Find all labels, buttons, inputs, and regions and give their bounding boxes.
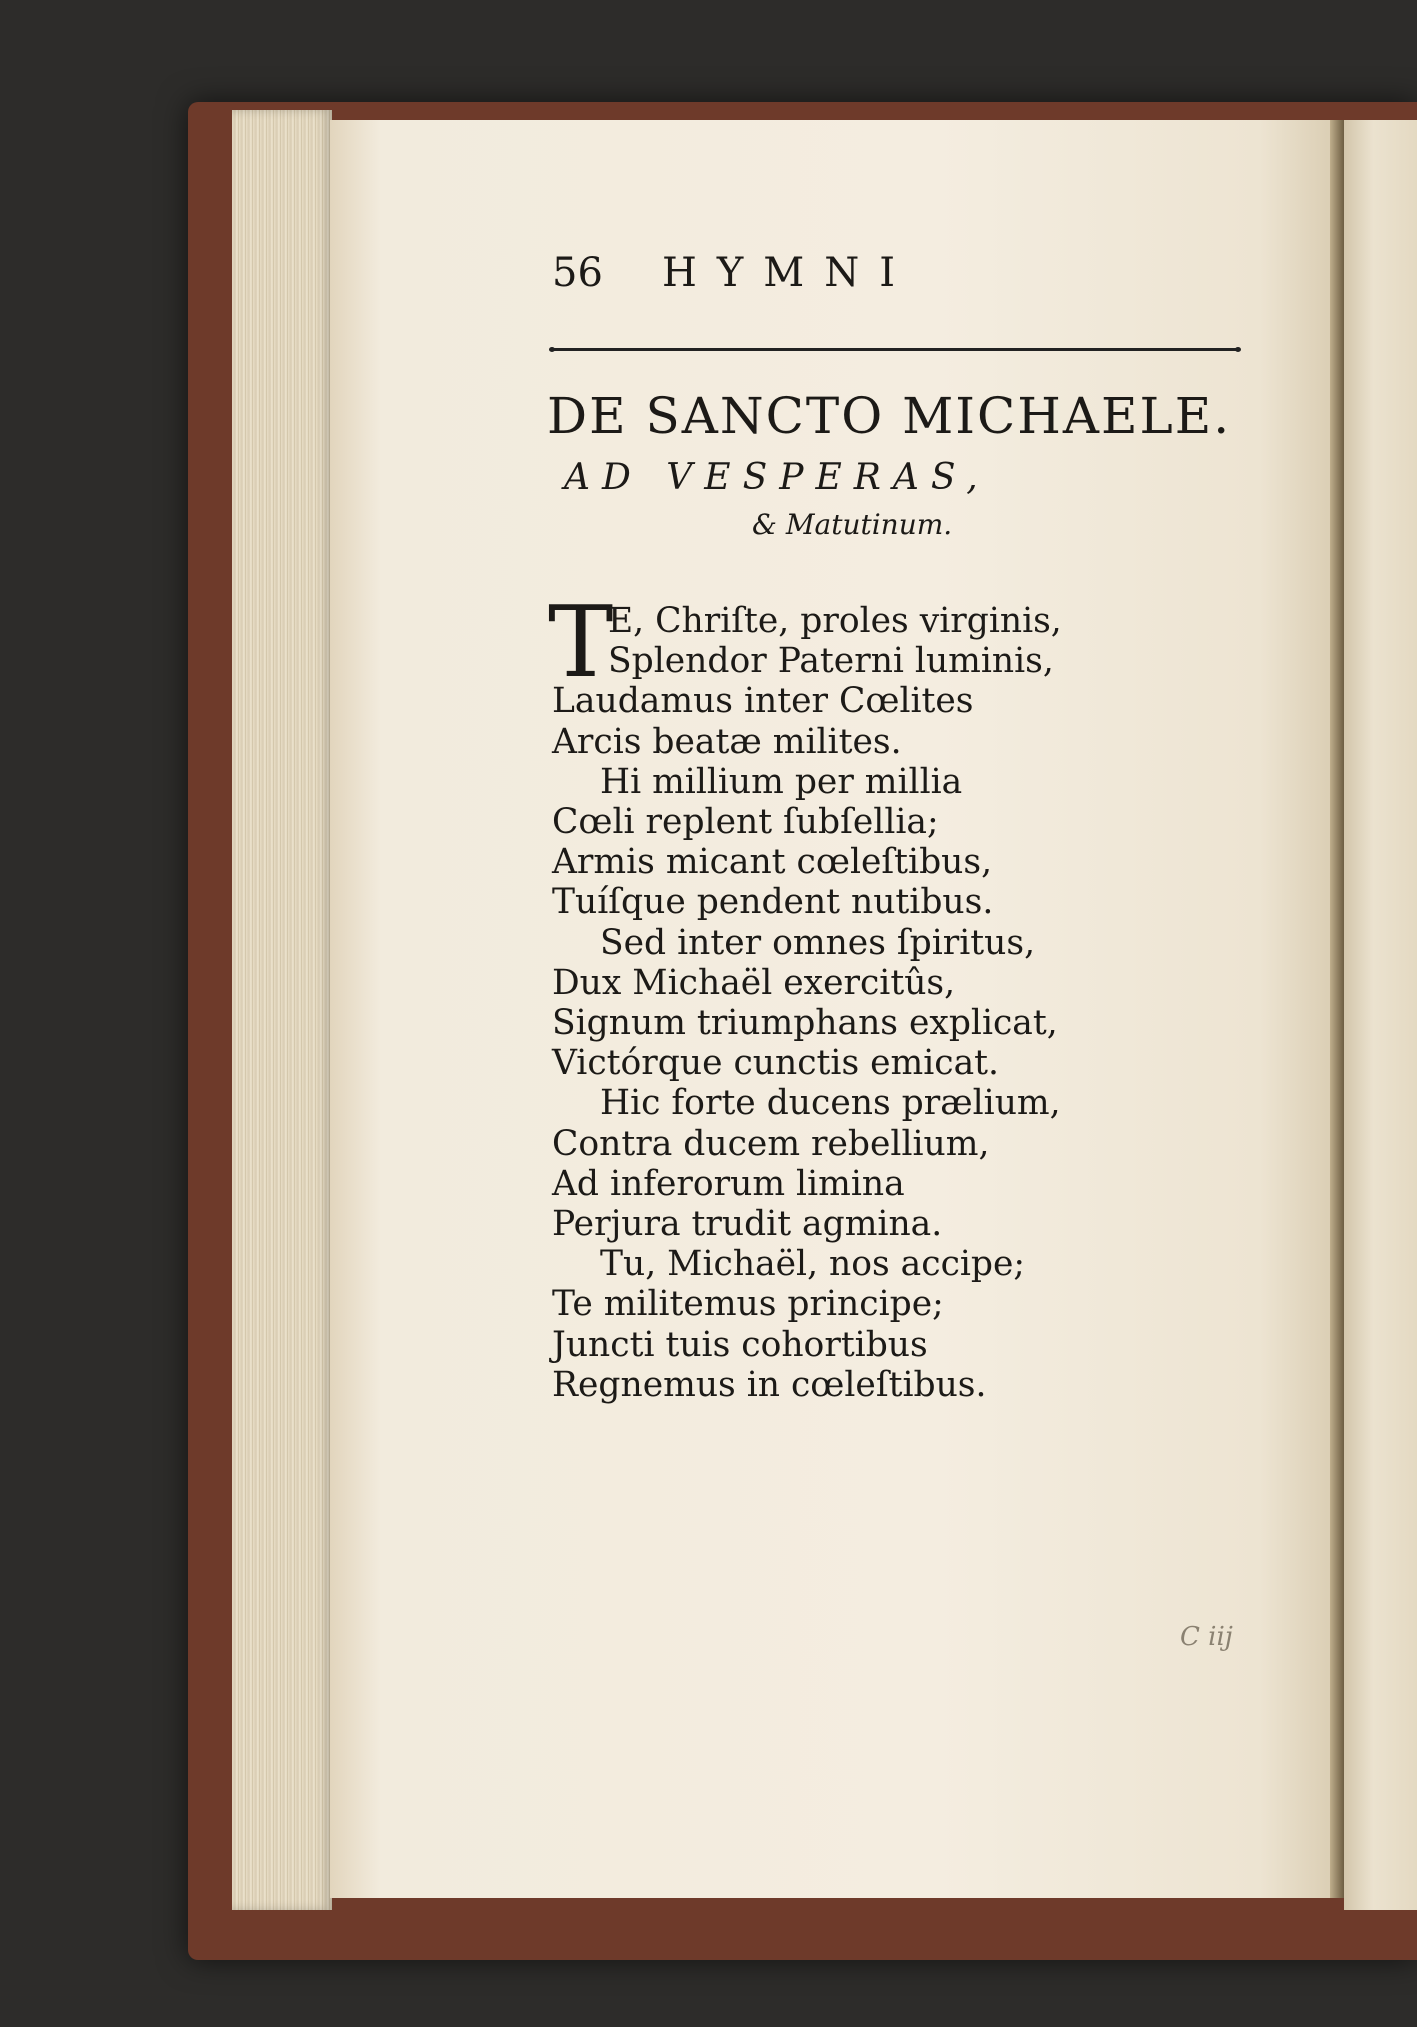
running-title: HYMNI: [662, 250, 916, 296]
verse-line: Dux Michaël exercitûs,: [552, 962, 956, 1003]
verse-line: Ad inferorum limina: [552, 1163, 905, 1204]
header-rule: [552, 348, 1238, 351]
show-through-signature: C iij: [1180, 1622, 1233, 1652]
verse-line: Hi millium per millia: [600, 761, 963, 802]
verse-line: Contra ducem rebellium,: [552, 1123, 990, 1164]
drop-cap: T: [548, 586, 614, 700]
verse-line: Sed inter omnes ſpiritus,: [600, 922, 1036, 963]
book-gutter: [1330, 120, 1344, 1898]
facing-page-edge: [1344, 120, 1417, 1910]
verse-line: E, Chriſte, proles virginis,: [608, 601, 1062, 641]
verse-line: Perjura trudit agmina.: [552, 1204, 943, 1245]
page-edges: [232, 110, 332, 1910]
verse-line: Victórque cunctis emicat.: [552, 1043, 1000, 1084]
running-head: [552, 250, 1252, 310]
verse-line: Regnemus in cœleſtibus.: [552, 1364, 987, 1405]
verse-line: Te militemus principe;: [552, 1284, 944, 1325]
verse-line: Armis micant cœleſtibus,: [552, 842, 993, 883]
verse-line: Laudamus inter Cœlites: [552, 681, 974, 722]
verse-line: Signum triumphans explicat,: [552, 1003, 1058, 1044]
hymn-subtitle-2: & Matutinum.: [752, 508, 953, 541]
verse-line: Tuíſque pendent nutibus.: [552, 882, 994, 923]
page-text: [547, 250, 1252, 1405]
verse-line: Splendor Paterni luminis,: [608, 641, 1054, 682]
page-number: 56: [552, 250, 603, 296]
verse-line: Hic forte ducens prælium,: [600, 1083, 1061, 1124]
hymn-subtitle: AD VESPERAS,: [564, 457, 990, 498]
verse-line: Arcis beatæ milites.: [552, 721, 902, 762]
hymn-title: DE SANCTO MICHAELE.: [547, 387, 1232, 445]
verse-line: Cœli replent ſubſellia;: [552, 802, 939, 843]
verse-line: Juncti tuis cohortibus: [552, 1324, 928, 1365]
hymn-text: [548, 586, 1252, 1405]
verse-line: Tu, Michaël, nos accipe;: [600, 1244, 1026, 1285]
